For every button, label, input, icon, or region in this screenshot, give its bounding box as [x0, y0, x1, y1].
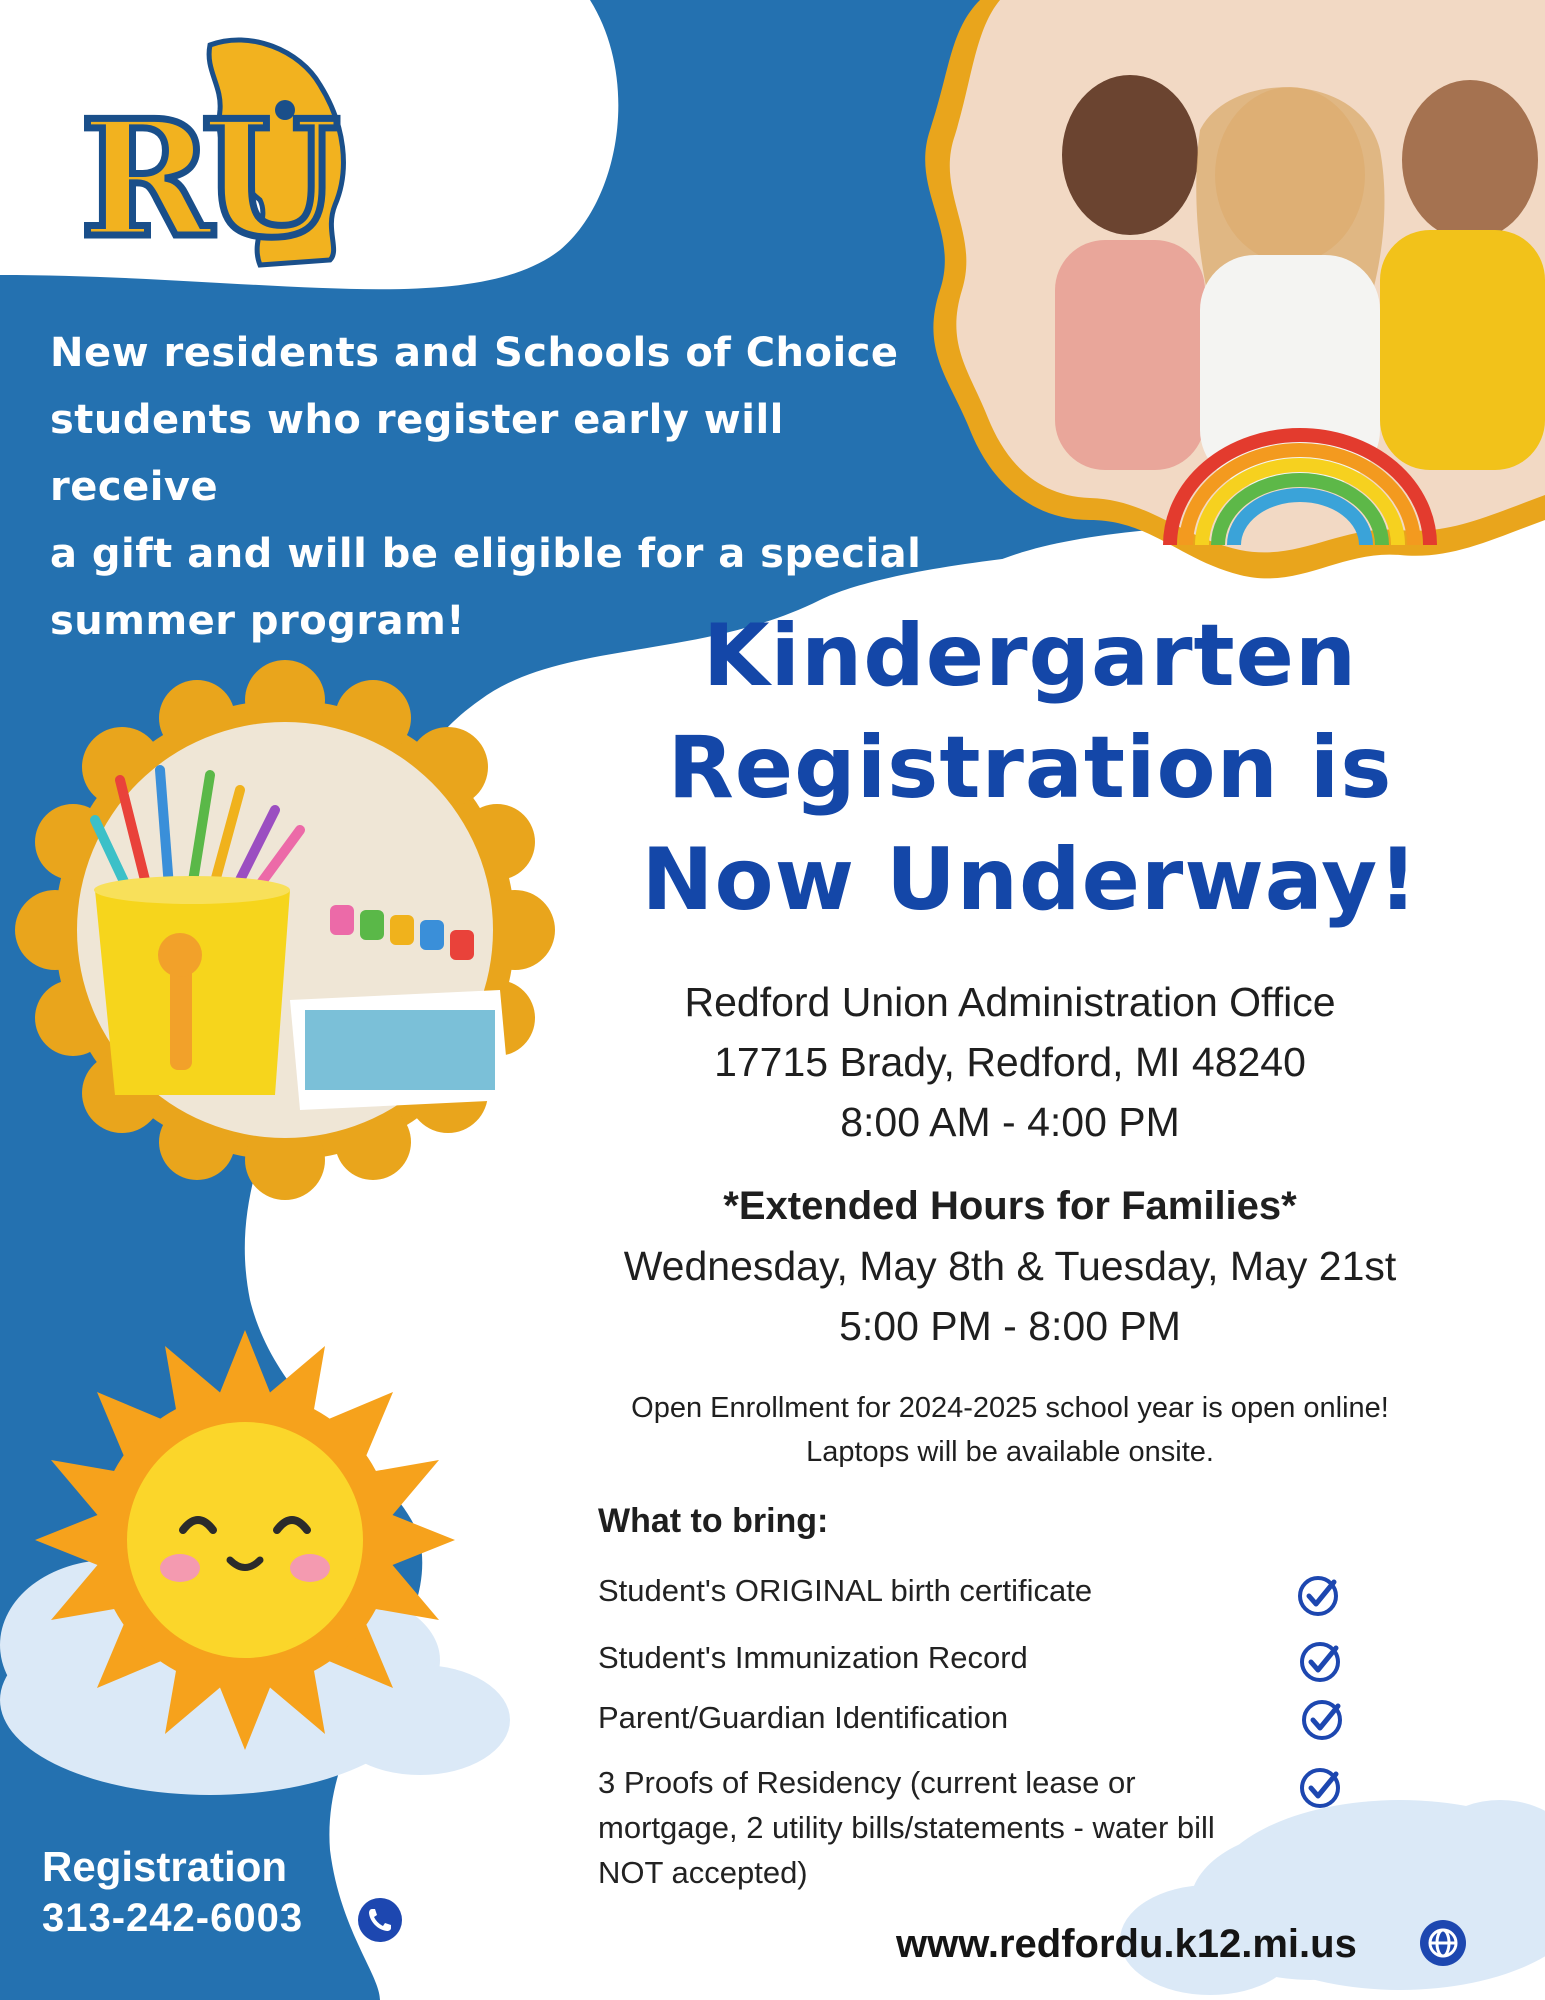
registration-phone[interactable]: 313-242-6003 — [42, 1896, 304, 1940]
check-icon — [1296, 1574, 1340, 1618]
bring-item: Student's ORIGINAL birth certificate — [598, 1573, 1093, 1608]
check-icon — [1298, 1640, 1342, 1684]
svg-text:RU: RU — [80, 85, 329, 273]
intro-line: summer program! — [50, 598, 466, 644]
enrollment-note — [540, 1386, 1480, 1474]
check-icon — [1298, 1766, 1342, 1810]
sun-icon — [35, 1330, 455, 1750]
extended-hours — [540, 1176, 1480, 1356]
registration-label: Registration — [42, 1843, 288, 1890]
pencils-photo — [15, 660, 555, 1200]
globe-icon — [1418, 1918, 1468, 1968]
office-address: 17715 Brady, Redford, MI 48240 — [714, 1039, 1306, 1085]
office-hours: 8:00 AM - 4:00 PM — [840, 1099, 1180, 1145]
headline-line: Kindergarten — [702, 606, 1358, 706]
enrollment-line: Open Enrollment for 2024-2025 school year is open online! — [631, 1392, 1389, 1424]
check-icon — [1300, 1698, 1344, 1742]
headline-line: Now Underway! — [641, 830, 1419, 930]
extended-dates: Wednesday, May 8th & Tuesday, May 21st — [623, 1243, 1397, 1289]
bring-item: Student's Immunization Record — [598, 1640, 1028, 1675]
bring-item: 3 Proofs of Residency (current lease or mortgage, 2 utility bills/statements - water bill NOT accepted) — [598, 1765, 1215, 1890]
extended-title: *Extended Hours for Families* — [723, 1184, 1297, 1228]
intro-line: students who register early will receive — [50, 397, 784, 510]
page-title — [600, 600, 1460, 936]
enrollment-line: Laptops will be available onsite. — [806, 1436, 1214, 1468]
intro-line: a gift and will be eligible for a special — [50, 531, 922, 577]
kids-photo — [925, 0, 1545, 578]
office-info — [540, 972, 1480, 1152]
headline-line: Registration is — [667, 718, 1393, 818]
extended-time: 5:00 PM - 8:00 PM — [839, 1303, 1181, 1349]
office-name: Redford Union Administration Office — [684, 979, 1336, 1025]
website-link[interactable]: www.redfordu.k12.mi.us — [896, 1922, 1357, 1966]
intro-line: New residents and Schools of Choice — [50, 330, 899, 376]
phone-icon[interactable] — [356, 1896, 404, 1944]
bring-title: What to bring: — [598, 1502, 829, 1540]
bring-item: Parent/Guardian Identification — [598, 1700, 1009, 1735]
